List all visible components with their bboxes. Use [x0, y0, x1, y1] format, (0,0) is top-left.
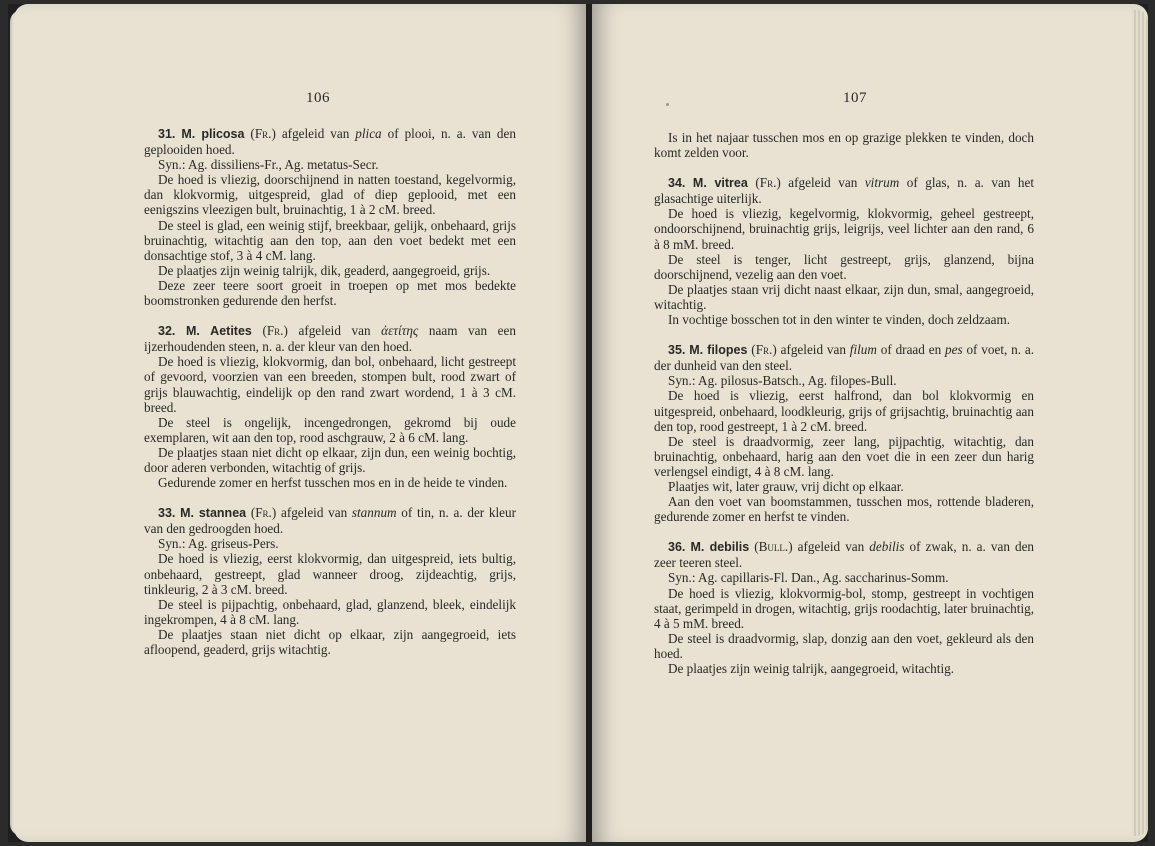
entry-heading: 32. M. Aetites (Fr.) afgeleid van ἀετίτης naam van een ijzerhoudenden steen, n. a. der kleur van den hoed. — [144, 323, 516, 355]
entry-paragraph: De hoed is vliezig, doorschijnend in natten toestand, kegelvormig, dan klokvormig, uitgespreid, glad of diep geplooid, met een eenigszins vleezigen bult, bruinachtig, 1 à 2 cM. breed. — [144, 172, 516, 218]
entry-paragraph: De hoed is vliezig, klokvormig-bol, stomp, gestreept in vochtigen staat, gerimpeld in drogen, witachtig, grijs roodachtig, later bruinachtig, 4 à 5 mM. breed. — [654, 585, 1034, 631]
entry-heading: 36. M. debilis (Bull.) afgeleid van debilis of zwak, n. a. van den zeer teeren steel. — [654, 539, 1035, 571]
entry-heading: 34. M. vitrea (Fr.) afgeleid van vitrum of glas, n. a. van het glasachtige uiterlijk. — [654, 175, 1035, 207]
right-page — [592, 4, 1148, 842]
entry-paragraph: Syn.: Ag. pilosus-Batsch., Ag. filopes-Bull. — [668, 373, 897, 389]
entry-paragraph: In vochtige bosschen tot in den winter te vinden, doch zeldzaam. — [668, 312, 1011, 328]
entry-paragraph: De plaatjes staan vrij dicht naast elkaar, zijn dun, smal, aangegroeid, witachtig. — [654, 281, 1034, 312]
page-number: 106 — [306, 90, 330, 106]
left-page — [14, 4, 586, 842]
entry-paragraph: De plaatjes zijn weinig talrijk, dik, geaderd, aangegroeid, grijs. — [158, 262, 491, 278]
page-number: 107 — [843, 90, 867, 106]
page-edges-right — [1132, 10, 1148, 836]
entry-paragraph: De hoed is vliezig, klokvormig, dan bol, onbehaard, licht gestreept of gevoord, voorzien van een breeden, stompen bult, rood zwart of grijs blauwachtig, eindelijk op den rand zwart wordend, 1 à 3 cM. breed. — [144, 354, 516, 415]
entry-paragraph: Aan den voet van boomstammen, tusschen mos, rottende bladeren, gedurende zomer en herfst te vinden. — [654, 494, 1034, 525]
entry-paragraph: Deze zeer teere soort groeit in troepen op met mos bedekte boomstronken gedurende den herfst. — [144, 277, 516, 309]
entry-paragraph: De steel is pijpachtig, onbehaard, glad, glanzend, bleek, eindelijk ingekrompen, 4 à 8 cM. lang. — [144, 596, 516, 627]
entry-paragraph: Plaatjes wit, later grauw, vrij dicht op elkaar. — [668, 478, 904, 494]
page-text — [654, 130, 1034, 676]
entry-paragraph: Syn.: Ag. griseus-Pers. — [158, 536, 279, 552]
continuation-paragraph: Is in het najaar tusschen mos en op grazige plekken te vinden, doch komt zelden voor. — [654, 130, 1034, 161]
entry-paragraph: De plaatjes staan niet dicht op elkaar, zijn dun, een weinig bochtig, door aderen verbonden, witachtig of grijs. — [144, 444, 516, 475]
paper-speck — [666, 103, 669, 106]
entry-heading: 33. M. stannea (Fr.) afgeleid van stannum of tin, n. a. der kleur van den gedroogden hoed. — [144, 505, 516, 537]
entry-paragraph: De steel is glad, een weinig stijf, breekbaar, gelijk, onbehaard, grijs bruinachtig, witachtig aan den top, aan den voet bedekt met een donsachtige stof, 3 à 4 cM. lang. — [144, 217, 516, 263]
open-book — [8, 4, 1148, 842]
entry-paragraph: De steel is draadvormig, slap, donzig aan den voet, gekleurd als den hoed. — [654, 630, 1034, 661]
entry-paragraph: De plaatjes zijn weinig talrijk, aangegroeid, witachtig. — [668, 661, 954, 676]
entry-paragraph: De plaatjes staan niet dicht op elkaar, zijn aangegroeid, iets afloopend, geaderd, grijs witachtig. — [144, 626, 516, 657]
entry-paragraph: De steel is draadvormig, zeer lang, pijpachtig, witachtig, dan bruinachtig, onbehaard, harig aan den voet die in een zeer dun harig verlengsel eindigt, 4 à 8 cM. lang. — [654, 433, 1034, 479]
entry-paragraph: De hoed is vliezig, kegelvormig, klokvormig, geheel gestreept, ondoorschijnend, bruinachtig grijs, leigrijs, veel lichter aan den rand, 6 à 8 mM. breed. — [654, 206, 1034, 252]
entry-paragraph: De steel is ongelijk, incengedrongen, gekromd bij oude exemplaren, wit aan den top, rood aschgrauw, 2 à 6 cM. lang. — [144, 414, 516, 445]
entry-heading: 31. M. plicosa (Fr.) afgeleid van plica of plooi, n. a. van den geplooiden hoed. — [144, 126, 516, 158]
page-text — [144, 126, 516, 657]
entry-paragraph: De hoed is vliezig, eerst klokvormig, dan uitgespreid, iets bultig, onbehaard, gestreept, glad wanneer droog, zijdeachtig, grijs, tinkleurig, 2 à 3 cM. breed. — [144, 551, 516, 597]
entry-paragraph: De hoed is vliezig, eerst halfrond, dan bol klokvormig en uitgespreid, onbehaard, loodkleurig, grijs of grijsachtig, bruinachtig aan den top, rood gestreept, 1 à 2 cM. breed. — [654, 388, 1034, 434]
entry-paragraph: Syn.: Ag. dissiliens-Fr., Ag. metatus-Secr. — [158, 157, 379, 173]
entry-paragraph: De steel is tenger, licht gestreept, grijs, glanzend, bijna doorschijnend, vezelig aan den voet. — [654, 251, 1034, 282]
entry-paragraph: Syn.: Ag. capillaris-Fl. Dan., Ag. saccharinus-Somm. — [668, 570, 949, 586]
entry-paragraph: Gedurende zomer en herfst tusschen mos en in de heide te vinden. — [158, 475, 508, 491]
entry-heading: 35. M. filopes (Fr.) afgeleid van filum of draad en pes of voet, n. a. der dunheid van den steel. — [654, 342, 1035, 374]
